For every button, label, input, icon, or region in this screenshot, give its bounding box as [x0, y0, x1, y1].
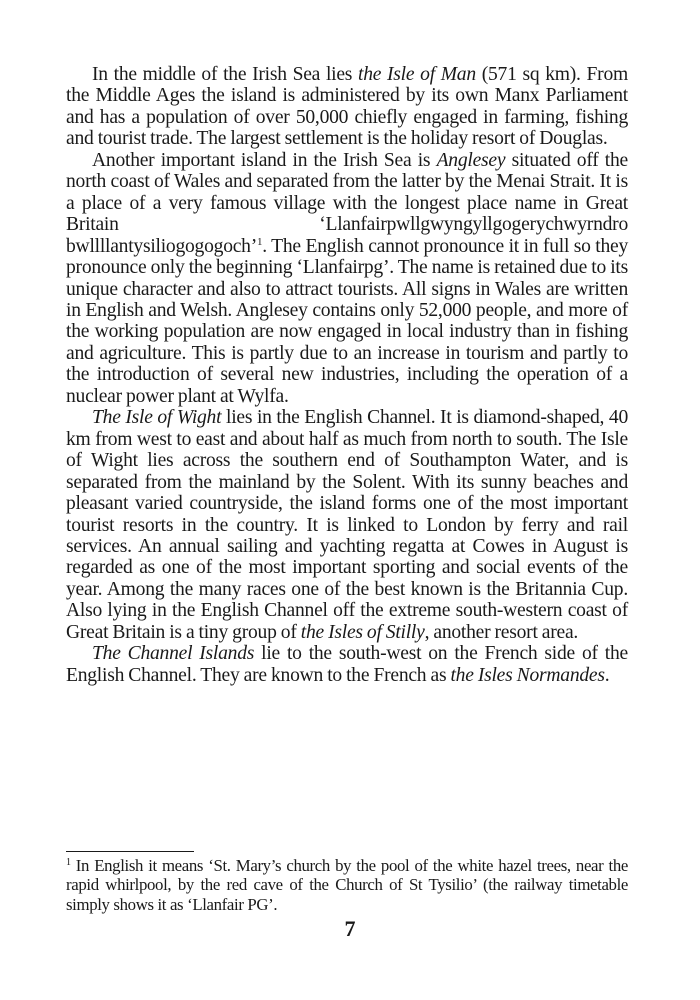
paragraph-anglesey — [66, 150, 628, 407]
paragraph-channel-islands — [66, 643, 628, 686]
footnote-text: In English it means ‘St. Mary’s church by the pool of the white hazel trees, near the rapid whirlpool, by the red cave of the Church of St Tysilio’ (the railway timetable simply shows it as ‘Llanfair PG’. — [66, 856, 628, 914]
italic-term: The Channel Islands — [92, 643, 255, 665]
footnote-divider — [66, 851, 194, 852]
text-segment: . — [604, 664, 610, 686]
text-segment: Another important island in the Irish Sea is — [92, 149, 437, 171]
text-segment: , another resort area. — [424, 621, 579, 643]
text-segment: (571 sq km). From the Middle Ages the island is administered by its own Manx Parliament and has a population of over 50,000 chiefly engaged in farming, fishing and tourist trade. The largest settlement is the holiday resort of Douglas. — [66, 64, 628, 150]
paragraph-isle-of-wight — [66, 407, 628, 643]
footnote-reference[interactable]: 1 — [257, 235, 263, 248]
italic-term: the Isles Normandes — [450, 664, 605, 686]
italic-term: Anglesey — [436, 149, 506, 171]
text-segment: lie to the south-west on the French side of the English Channel. They are known to the French as — [66, 643, 628, 686]
italic-term: the Isles of Stilly — [300, 621, 425, 643]
paragraph-isle-of-man — [66, 64, 628, 150]
page-number: 7 — [344, 916, 356, 941]
body-text — [66, 64, 628, 686]
footnote — [66, 856, 628, 914]
text-segment: lies in the English Channel. It is diamond-shaped, 40 km from west to east and about half as much from north to south. The Isle of Wight lies across the southern end of Southampton Water, and is separated from the mainland by the Solent. With its sunny beaches and pleasant varied countryside, the island forms one of the most important tourist resorts in the country. It is linked to London by ferry and rail services. An annual sailing and yachting regatta at Cowes in August is regarded as one of the most important sporting and social events of the year. Among the many races one of the best known is the Britannia Cup. Also lying in the English Channel off the extreme south-western coast of Great Britain is a tiny group of — [66, 407, 628, 643]
footnote-marker: 1 — [66, 857, 71, 868]
text-segment: In the middle of the Irish Sea lies — [92, 64, 359, 85]
text-segment: situated off the north coast of Wales and separated from the latter by the Menai Strait. It is a place of a very famous village with the longest place name in Great Britain ‘Llanfairpwllgwyngyllgogerychwyrndro bwllllantysiliogogogoch’ — [66, 149, 628, 257]
text-segment: . The English cannot pronounce it in full so they pronounce only the beginning ‘Llanfairpg’. The name is retained due to its unique character and also to attract tourists. All signs in Wales are written in English and Welsh. Anglesey contains only 52,000 people, and more of the working population are now engaged in local industry than in fishing and agriculture. This is partly due to an increase in tourism and partly to the introduction of several new industries, including the operation of a nuclear power plant at Wylfa. — [66, 235, 628, 407]
italic-term: The Isle of Wight — [92, 407, 222, 429]
italic-term: the Isle of Man — [358, 64, 476, 85]
